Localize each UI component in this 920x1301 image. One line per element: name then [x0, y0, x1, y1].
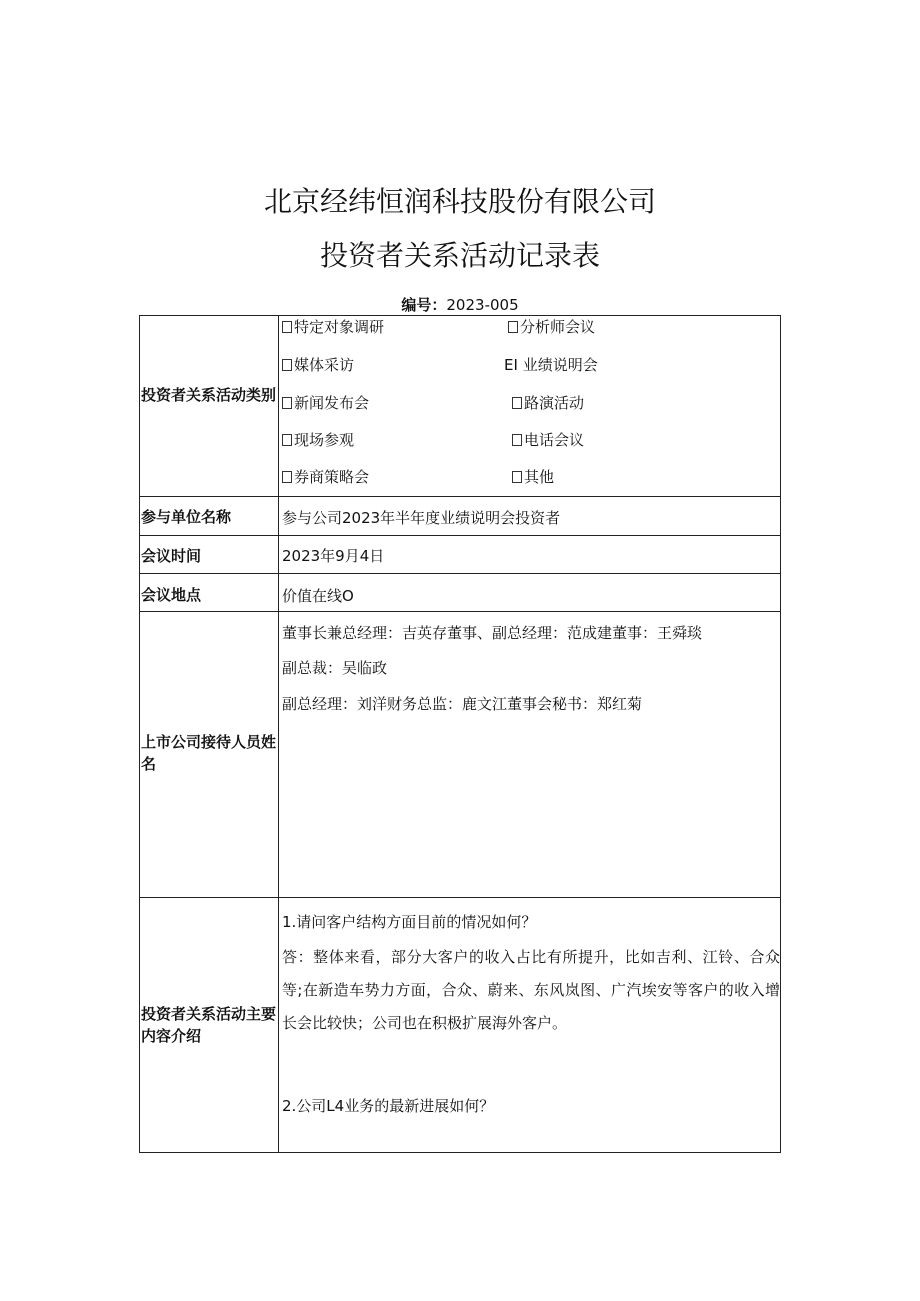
meeting-place-value: 价值在线O: [282, 587, 354, 605]
meeting-time-label: 会议时间: [141, 547, 202, 565]
meeting-place-label: 会议地点: [141, 586, 202, 604]
table-column-divider: [278, 315, 279, 1153]
option-site-visit: 现场参观: [282, 430, 354, 450]
checkbox-icon: [512, 471, 522, 483]
main-content-label: 投资者关系活动主要内容介绍: [141, 1005, 277, 1045]
document-title: 投资者关系活动记录表: [319, 239, 600, 272]
reception-staff-line: 副总裁：吴临政: [282, 659, 388, 677]
table-row-divider: [139, 496, 781, 497]
option-roadshow: 路演活动: [512, 393, 584, 413]
table-row-divider: [139, 611, 781, 612]
participants-label: 参与单位名称: [141, 508, 232, 526]
checkbox-icon: [508, 321, 518, 333]
checked-mark: EI: [504, 356, 518, 374]
document-number-value: 2023-005: [446, 296, 519, 314]
activity-type-label: 投资者关系活动类别: [141, 386, 277, 404]
meeting-time-value: 2023年9月4日: [282, 547, 385, 565]
checkbox-icon: [282, 434, 292, 446]
document-number-label: 编号：: [401, 296, 447, 314]
answer-1: 答：整体来看，部分大客户的收入占比有所提升，比如吉利、江铃、合众等;在新造车势力方面，合众、蔚来、东风岚图、广汽埃安等客户的收入增长会比较快；公司也在积极扩展海外客户。: [282, 948, 780, 1032]
option-analyst-meeting: 分析师会议: [508, 317, 595, 337]
checkbox-icon: [282, 321, 292, 333]
option-other: 其他: [512, 467, 554, 487]
checkbox-icon: [282, 359, 292, 371]
table-row-divider: [139, 573, 781, 574]
option-media-interview: 媒体采访: [282, 355, 354, 375]
question-1: 1.请问客户结构方面目前的情况如何？: [282, 913, 537, 931]
checkbox-icon: [282, 471, 292, 483]
company-title: 北京经纬恒润科技股份有限公司: [263, 185, 656, 218]
document-number: [0, 294, 920, 315]
option-specific-research: 特定对象调研: [282, 317, 384, 337]
checkbox-icon: [282, 397, 292, 409]
option-earnings-briefing: EI 业绩说明会: [504, 356, 598, 374]
table-row-divider: [139, 897, 781, 898]
reception-staff-label: 上市公司接待人员姓名: [141, 733, 277, 773]
checkbox-icon: [512, 434, 522, 446]
option-conference-call: 电话会议: [512, 430, 584, 450]
table-row-divider: [139, 535, 781, 536]
participants-value: 参与公司2023年半年度业绩说明会投资者: [282, 509, 561, 527]
reception-staff-line: 董事长兼总经理：吉英存董事、副总经理：范成建董事：王舜琰: [282, 624, 703, 642]
option-press-conference: 新闻发布会: [282, 393, 369, 413]
checkbox-icon: [512, 397, 522, 409]
reception-staff-line: 副总经理：刘洋财务总监：鹿文江董事会秘书：郑红菊: [282, 695, 643, 713]
question-2: 2.公司L4业务的最新进展如何？: [282, 1097, 495, 1115]
option-broker-strategy: 券商策略会: [282, 467, 369, 487]
